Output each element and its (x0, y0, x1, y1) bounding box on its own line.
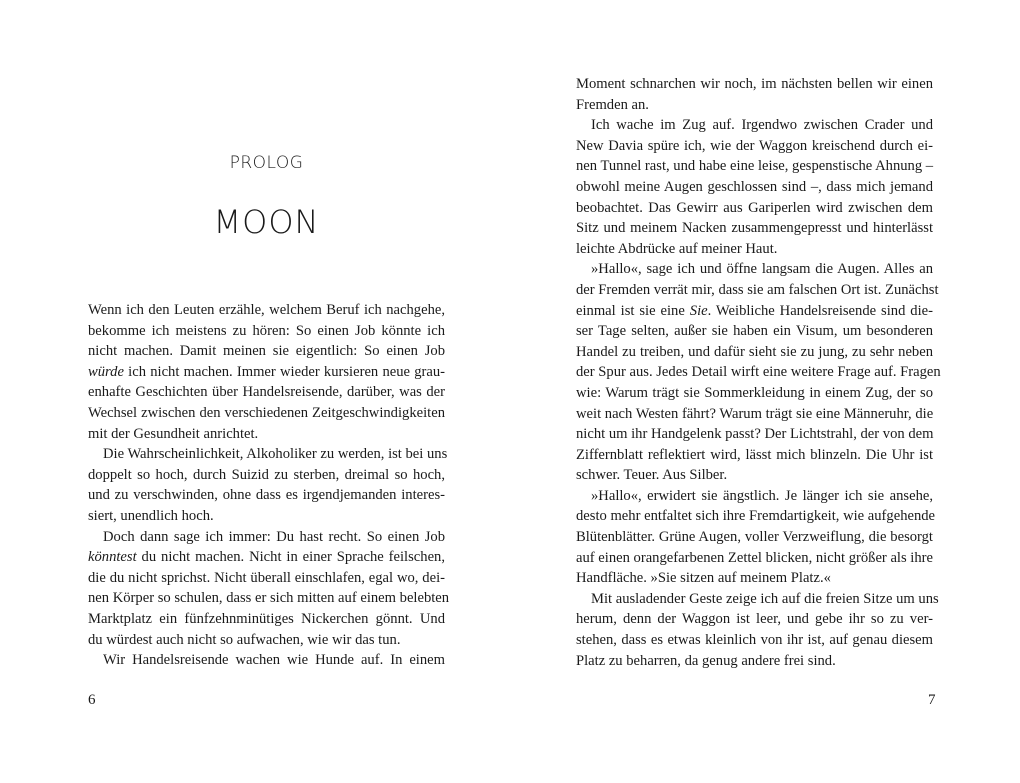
text-line: nen Körper so schulen, dass er sich mitten auf einem belebten (88, 590, 450, 607)
text-line: würde ich nicht machen. Immer wieder kursieren neue grau- (88, 363, 445, 380)
text-line: desto mehr entfaltet sich ihre Fremdartigkeit, wie aufgehende (576, 508, 936, 525)
text-line: nen Tunnel rast, und habe eine leise, gespenstische Ahnung – (576, 158, 934, 175)
text-line: Handel zu treiben, und dafür sieht sie zu jung, zu sehr neben (576, 343, 933, 360)
text-line: Ziffernblatt reflektiert wird, lässt mich blinzeln. Die Uhr ist (576, 446, 933, 463)
text-line: bekomme ich meistens zu hören: So einen Job könnte ich (88, 322, 445, 339)
text-line: siert, unendlich hoch. (88, 507, 214, 524)
text-line: nicht machen. Damit meinen sie eigentlich: So einen Job (88, 343, 445, 360)
text-line: »Hallo«, erwidert sie ängstlich. Je länger ich sie ansehe, (591, 487, 933, 504)
text-line: Wechsel zwischen den verschiedenen Zeitgeschwindigkeiten (88, 404, 445, 421)
text-line: stehen, dass es etwas kleinlich von ihr ist, auf genau diesem (576, 632, 933, 649)
text-line: Blütenblätter. Grüne Augen, voller Verzweiflung, die besorgt (576, 529, 933, 546)
page-number-right: 7 (928, 692, 936, 708)
text-line: herum, denn der Waggon ist leer, und gebe ihr so zu ver- (576, 611, 933, 628)
emphasis: Sie (689, 302, 708, 319)
text-line: doppelt so hoch, durch Suizid zu sterben, dreimal so hoch, (88, 466, 445, 483)
left-page-body (88, 300, 450, 671)
text-line: Doch dann sage ich immer: Du hast recht. So einen Job (103, 528, 445, 545)
text-line: einmal ist sie eine Sie. Weibliche Handelsreisende sind die- (576, 302, 933, 319)
text-line: die du nicht sprichst. Nicht überall einschlafen, egal wo, dei- (88, 569, 445, 586)
emphasis: würde (88, 363, 124, 380)
text-line: Ich wache im Zug auf. Irgendwo zwischen Crader und (591, 117, 933, 134)
text-line: Sitz und meinem Nacken zusammengepresst und hinterlässt (576, 220, 933, 237)
text-line: ser Tage selten, außer sie haben ein Visum, um besonderen (576, 323, 933, 340)
text-line: und zu verschwinden, ohne dass es irgendjemanden interes- (88, 487, 445, 504)
text-line: du würdest auch nicht so aufwachen, wie wir das tun. (88, 631, 401, 648)
text-line: Marktplatz ein fünfzehnminütiges Nickerchen gönnt. Und (88, 610, 445, 627)
text-line: auf einen orangefarbenen Zettel blicken, nicht größer als ihre (576, 549, 933, 566)
text-line: Fremden an. (576, 96, 649, 113)
text-line: Moment schnarchen wir noch, im nächsten bellen wir einen (576, 76, 933, 92)
chapter-label: PROLOG (229, 153, 304, 173)
text-line: Platz zu beharren, da genug andere frei sind. (576, 652, 836, 669)
text-line: New Davia spüre ich, wie der Waggon kreischend durch ei- (576, 137, 933, 154)
text-line: beobachtet. Das Gewirr aus Gariperlen wird zwischen dem (576, 199, 933, 216)
page-number-left: 6 (88, 692, 96, 708)
right-page (510, 0, 1020, 783)
text-line: wie: Warum trägt sie Sommerkleidung in einem Zug, der so (576, 384, 933, 401)
text-line: nicht um ihr Handgelenk passt? Der Lichtstrahl, der von dem (576, 426, 934, 443)
text-line: »Hallo«, sage ich und öffne langsam die Augen. Alles an (591, 261, 933, 278)
text-line: Wenn ich den Leuten erzähle, welchem Beruf ich nachgehe, (88, 302, 445, 318)
text-line: enhafte Geschichten über Handelsreisende, darüber, was der (88, 384, 445, 401)
text-line: schwer. Teuer. Aus Silber. (576, 467, 728, 484)
text-line: leichte Abdrücke auf meiner Haut. (576, 240, 778, 257)
text-line: der Fremden verrät mir, dass sie am falschen Ort ist. Zunächst (576, 281, 939, 298)
text-line: Die Wahrscheinlichkeit, Alkoholiker zu werden, ist bei uns (103, 446, 448, 463)
right-page-body (576, 74, 941, 671)
emphasis: könntest (88, 549, 137, 566)
text-line: der Spur aus. Jedes Detail wirft eine weitere Frage auf. Fragen (576, 364, 941, 381)
text-line: Wir Handelsreisende wachen wie Hunde auf. In einem (103, 652, 445, 669)
text-line: Handfläche. »Sie sitzen auf meinem Platz.« (576, 570, 831, 587)
text-line: könntest du nicht machen. Nicht in einer Sprache feilschen, (88, 549, 445, 566)
text-line: Mit ausladender Geste zeige ich auf die freien Sitze um uns (591, 590, 939, 607)
chapter-title: MOON (213, 203, 320, 241)
text-line: weit nach Westen fährt? Warum trägt sie eine Männeruhr, die (576, 405, 934, 422)
text-line: obwohl meine Augen geschlossen sind –, dass mich jemand (576, 178, 933, 195)
text-line: mit der Gesundheit anrichtet. (88, 425, 259, 442)
